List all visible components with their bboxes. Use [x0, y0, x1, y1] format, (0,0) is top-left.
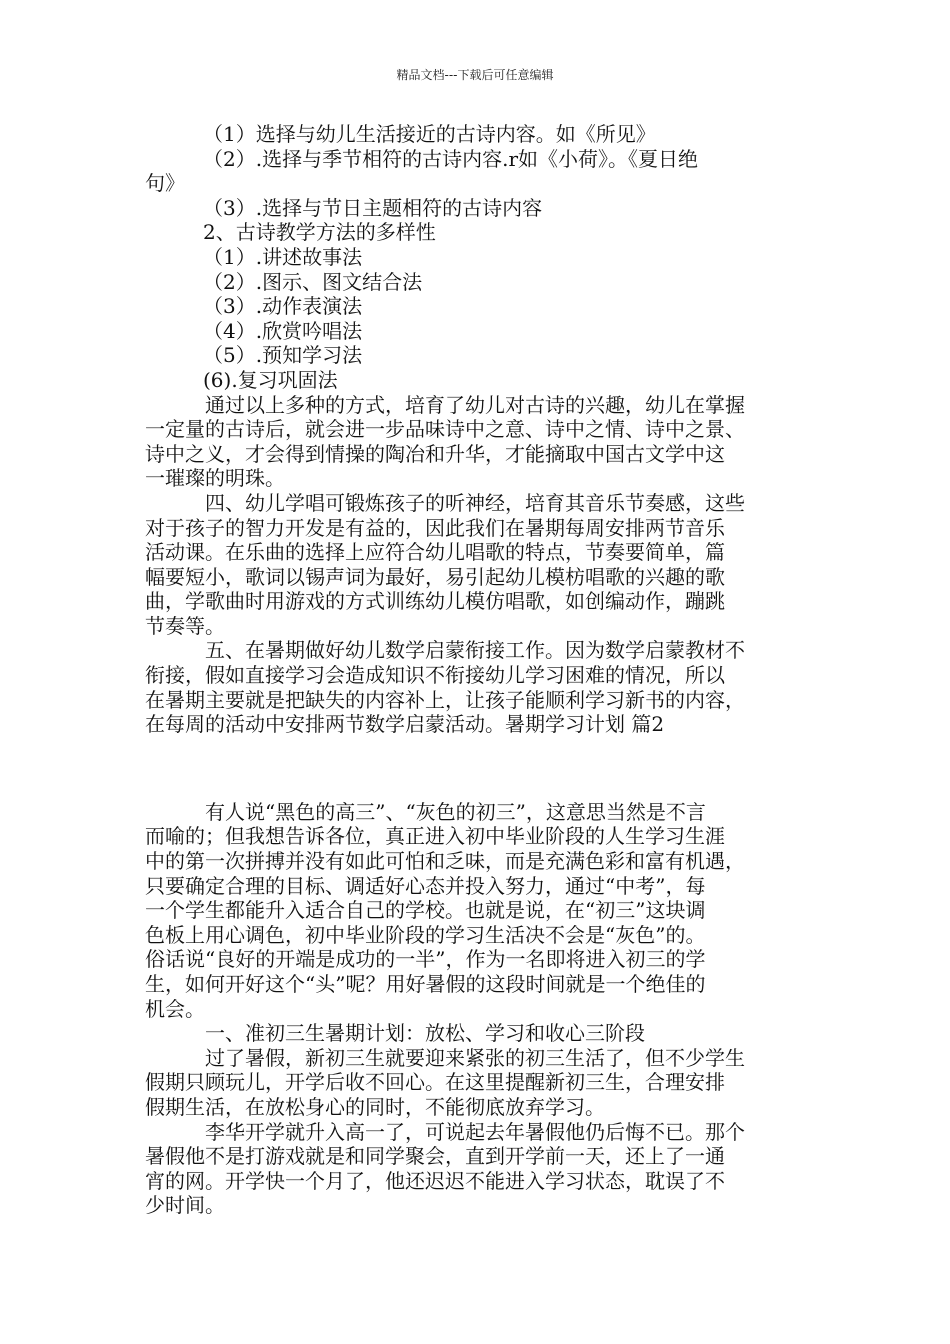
- text-line: 曲，学歌曲时用游戏的方式训练幼儿模仿唱歌，如创编动作，蹦跳: [145, 589, 725, 614]
- text-line: （3）.选择与节日主题相符的古诗内容: [203, 195, 543, 220]
- text-line: 在暑期主要就是把缺失的内容补上，让孩子能顺利学习新书的内容，: [145, 687, 745, 712]
- text-line: （3）.动作表演法: [203, 294, 363, 319]
- text-line: 节奏等。: [145, 613, 225, 638]
- text-line: 暑假他不是打游戏就是和同学聚会，直到开学前一天，还上了一通: [145, 1144, 725, 1169]
- text-line: 机会。: [145, 996, 205, 1021]
- text-line: （2）.选择与季节相符的古诗内容.r如《小荷》。《夏日绝: [203, 146, 698, 171]
- text-line: 宵的网。开学快一个月了，他还迟迟不能进入学习状态，耽误了不: [145, 1168, 725, 1193]
- text-line: （2）.图示、图文结合法: [203, 269, 423, 294]
- text-line: 俗话说“良好的开端是成功的一半”，作为一名即将进入初三的学: [145, 947, 706, 972]
- text-line: 中的第一次拼搏并没有如此可怕和乏味，而是充满色彩和富有机遇，: [145, 849, 745, 874]
- text-line: 2、古诗教学方法的多样性: [203, 220, 436, 245]
- text-line: （5）.预知学习法: [203, 343, 363, 368]
- document-body: [145, 122, 810, 1218]
- page-header: 精品文档---下载后可任意编辑: [396, 68, 554, 82]
- text-line: 在每周的活动中安排两节数学启蒙活动。暑期学习计划 篇2: [145, 712, 665, 737]
- text-line: 句》: [145, 171, 185, 196]
- text-line: 通过以上多种的方式，培育了幼儿对古诗的兴趣，幼儿在掌握: [205, 392, 745, 417]
- text-line: 一定量的古诗后，就会进一步品味诗中之意、诗中之情、诗中之景、: [145, 417, 745, 442]
- text-line: 一璀璨的明珠。: [145, 466, 285, 491]
- text-line: 诗中之义，才会得到情操的陶冶和升华，才能摘取中国古文学中这: [145, 441, 725, 466]
- text-line: 假期只顾玩儿，开学后收不回心。在这里提醒新初三生，合理安排: [145, 1070, 725, 1095]
- text-line: 活动课。在乐曲的选择上应符合幼儿唱歌的特点，节奏要简单，篇: [145, 540, 725, 565]
- text-line: （4）.欣赏吟唱法: [203, 318, 363, 343]
- text-line: （1）选择与幼儿生活接近的古诗内容。如《所见》: [203, 122, 656, 146]
- text-line: 过了暑假，新初三生就要迎来紧张的初三生活了，但不少学生: [205, 1045, 745, 1070]
- text-line: 假期生活，在放松身心的同时，不能彻底放弃学习。: [145, 1094, 605, 1119]
- text-line: 对于孩子的智力开发是有益的，因此我们在暑期每周安排两节音乐: [145, 515, 725, 540]
- text-line: 衔接，假如直接学习会造成知识不衔接幼儿学习困难的情况，所以: [145, 663, 725, 688]
- text-line: 只要确定合理的目标、调适好心态并投入努力，通过“中考”，每: [145, 873, 706, 898]
- text-line: 少时间。: [145, 1193, 225, 1218]
- text-line: 色板上用心调色，初中毕业阶段的学习生活决不会是“灰色”的。: [145, 922, 706, 947]
- text-line: 一个学生都能升入适合自己的学校。也就是说，在“初三”这块调: [145, 898, 706, 923]
- text-line: 四、幼儿学唱可锻炼孩子的听神经，培育其音乐节奏感，这些: [205, 490, 745, 515]
- text-line: 生，如何开好这个“头”呢？用好暑假的这段时间就是一个绝佳的: [145, 972, 706, 996]
- text-line: 五、在暑期做好幼儿数学启蒙衔接工作。因为数学启蒙教材不: [205, 638, 745, 663]
- text-line: 李华开学就升入高一了，可说起去年暑假他仍后悔不已。那个: [205, 1119, 745, 1144]
- text-line: 有人说“黑色的高三”、“灰色的初三”，这意思当然是不言: [205, 799, 706, 824]
- text-line: 幅要短小，歌词以锡声词为最好，易引起幼儿模枋唱歌的兴趣的歌: [145, 564, 725, 589]
- section-gap: [145, 737, 810, 800]
- text-line: 而喻的；但我想告诉各位，真正进入初中毕业阶段的人生学习生涯: [145, 824, 725, 849]
- text-line: 一、准初三生暑期计划：放松、学习和收心三阶段: [205, 1021, 645, 1046]
- text-line: (6).复习巩固法: [203, 367, 338, 392]
- text-line: （1）.讲述故事法: [203, 244, 363, 269]
